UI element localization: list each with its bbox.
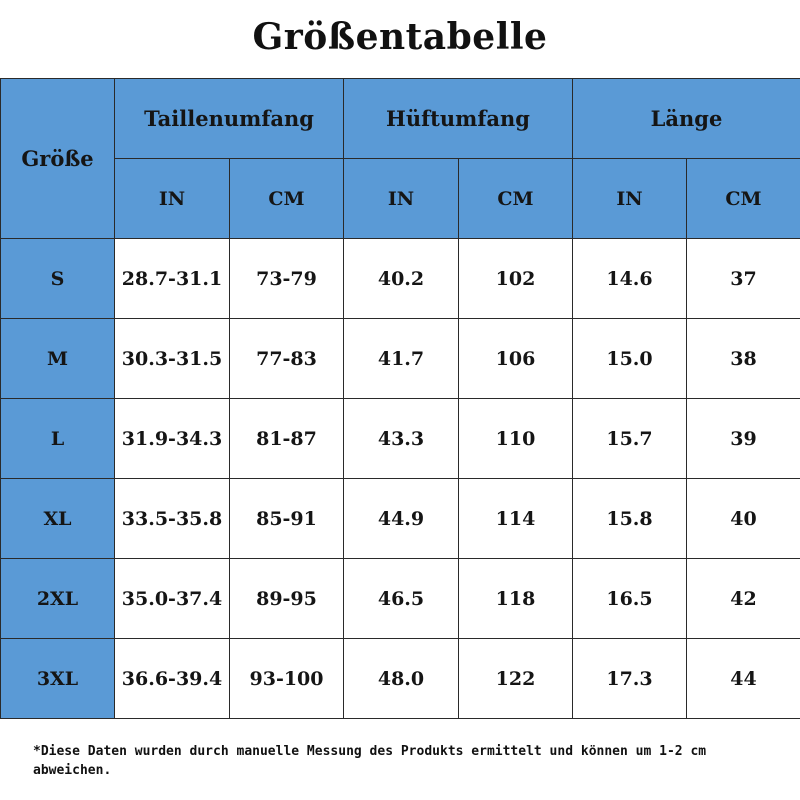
hip-in-cell: 48.0 bbox=[344, 639, 459, 719]
hip-group-header: Hüftumfang bbox=[344, 79, 573, 159]
length-cm-cell: 42 bbox=[687, 559, 800, 639]
length-cm-header: CM bbox=[687, 159, 800, 239]
waist-in-cell: 28.7-31.1 bbox=[115, 239, 230, 319]
length-in-cell: 17.3 bbox=[573, 639, 687, 719]
length-in-cell: 14.6 bbox=[573, 239, 687, 319]
length-cm-cell: 37 bbox=[687, 239, 800, 319]
length-cm-cell: 44 bbox=[687, 639, 800, 719]
waist-in-cell: 35.0-37.4 bbox=[115, 559, 230, 639]
waist-cm-cell: 81-87 bbox=[230, 399, 344, 479]
waist-cm-cell: 89-95 bbox=[230, 559, 344, 639]
length-cm-cell: 39 bbox=[687, 399, 800, 479]
hip-cm-cell: 102 bbox=[459, 239, 573, 319]
waist-cm-cell: 85-91 bbox=[230, 479, 344, 559]
hip-in-header: IN bbox=[344, 159, 459, 239]
size-label-cell: 3XL bbox=[1, 639, 115, 719]
length-group-header: Länge bbox=[573, 79, 800, 159]
size-label-cell: XL bbox=[1, 479, 115, 559]
hip-cm-cell: 106 bbox=[459, 319, 573, 399]
size-column-header: Größe bbox=[1, 79, 115, 239]
table-row bbox=[1, 319, 800, 399]
hip-in-cell: 41.7 bbox=[344, 319, 459, 399]
waist-in-header: IN bbox=[115, 159, 230, 239]
hip-in-cell: 40.2 bbox=[344, 239, 459, 319]
size-label-cell: M bbox=[1, 319, 115, 399]
hip-cm-header: CM bbox=[459, 159, 573, 239]
length-in-cell: 15.0 bbox=[573, 319, 687, 399]
table-row bbox=[1, 399, 800, 479]
hip-cm-cell: 118 bbox=[459, 559, 573, 639]
table-row bbox=[1, 639, 800, 719]
length-in-cell: 16.5 bbox=[573, 559, 687, 639]
table-row bbox=[1, 559, 800, 639]
waist-cm-header: CM bbox=[230, 159, 344, 239]
table-row bbox=[1, 239, 800, 319]
table-body bbox=[1, 239, 800, 719]
waist-group-header: Taillenumfang bbox=[115, 79, 344, 159]
header-row-groups bbox=[1, 79, 800, 159]
hip-cm-cell: 122 bbox=[459, 639, 573, 719]
length-in-cell: 15.7 bbox=[573, 399, 687, 479]
measurement-note: *Diese Daten wurden durch manuelle Messung des Produkts ermittelt und können um 1-2 cm abweichen. bbox=[33, 744, 707, 778]
size-label-cell: 2XL bbox=[1, 559, 115, 639]
size-label-cell: S bbox=[1, 239, 115, 319]
waist-cm-cell: 73-79 bbox=[230, 239, 344, 319]
length-in-header: IN bbox=[573, 159, 687, 239]
waist-in-cell: 33.5-35.8 bbox=[115, 479, 230, 559]
size-label-cell: L bbox=[1, 399, 115, 479]
size-table bbox=[0, 78, 800, 719]
length-in-cell: 15.8 bbox=[573, 479, 687, 559]
page-title: Größentabelle bbox=[252, 16, 548, 58]
waist-in-cell: 36.6-39.4 bbox=[115, 639, 230, 719]
waist-in-cell: 31.9-34.3 bbox=[115, 399, 230, 479]
hip-in-cell: 44.9 bbox=[344, 479, 459, 559]
waist-cm-cell: 93-100 bbox=[230, 639, 344, 719]
hip-in-cell: 46.5 bbox=[344, 559, 459, 639]
table-row bbox=[1, 479, 800, 559]
hip-cm-cell: 110 bbox=[459, 399, 573, 479]
header-row-units bbox=[1, 159, 800, 239]
length-cm-cell: 40 bbox=[687, 479, 800, 559]
waist-cm-cell: 77-83 bbox=[230, 319, 344, 399]
hip-cm-cell: 114 bbox=[459, 479, 573, 559]
length-cm-cell: 38 bbox=[687, 319, 800, 399]
hip-in-cell: 43.3 bbox=[344, 399, 459, 479]
waist-in-cell: 30.3-31.5 bbox=[115, 319, 230, 399]
